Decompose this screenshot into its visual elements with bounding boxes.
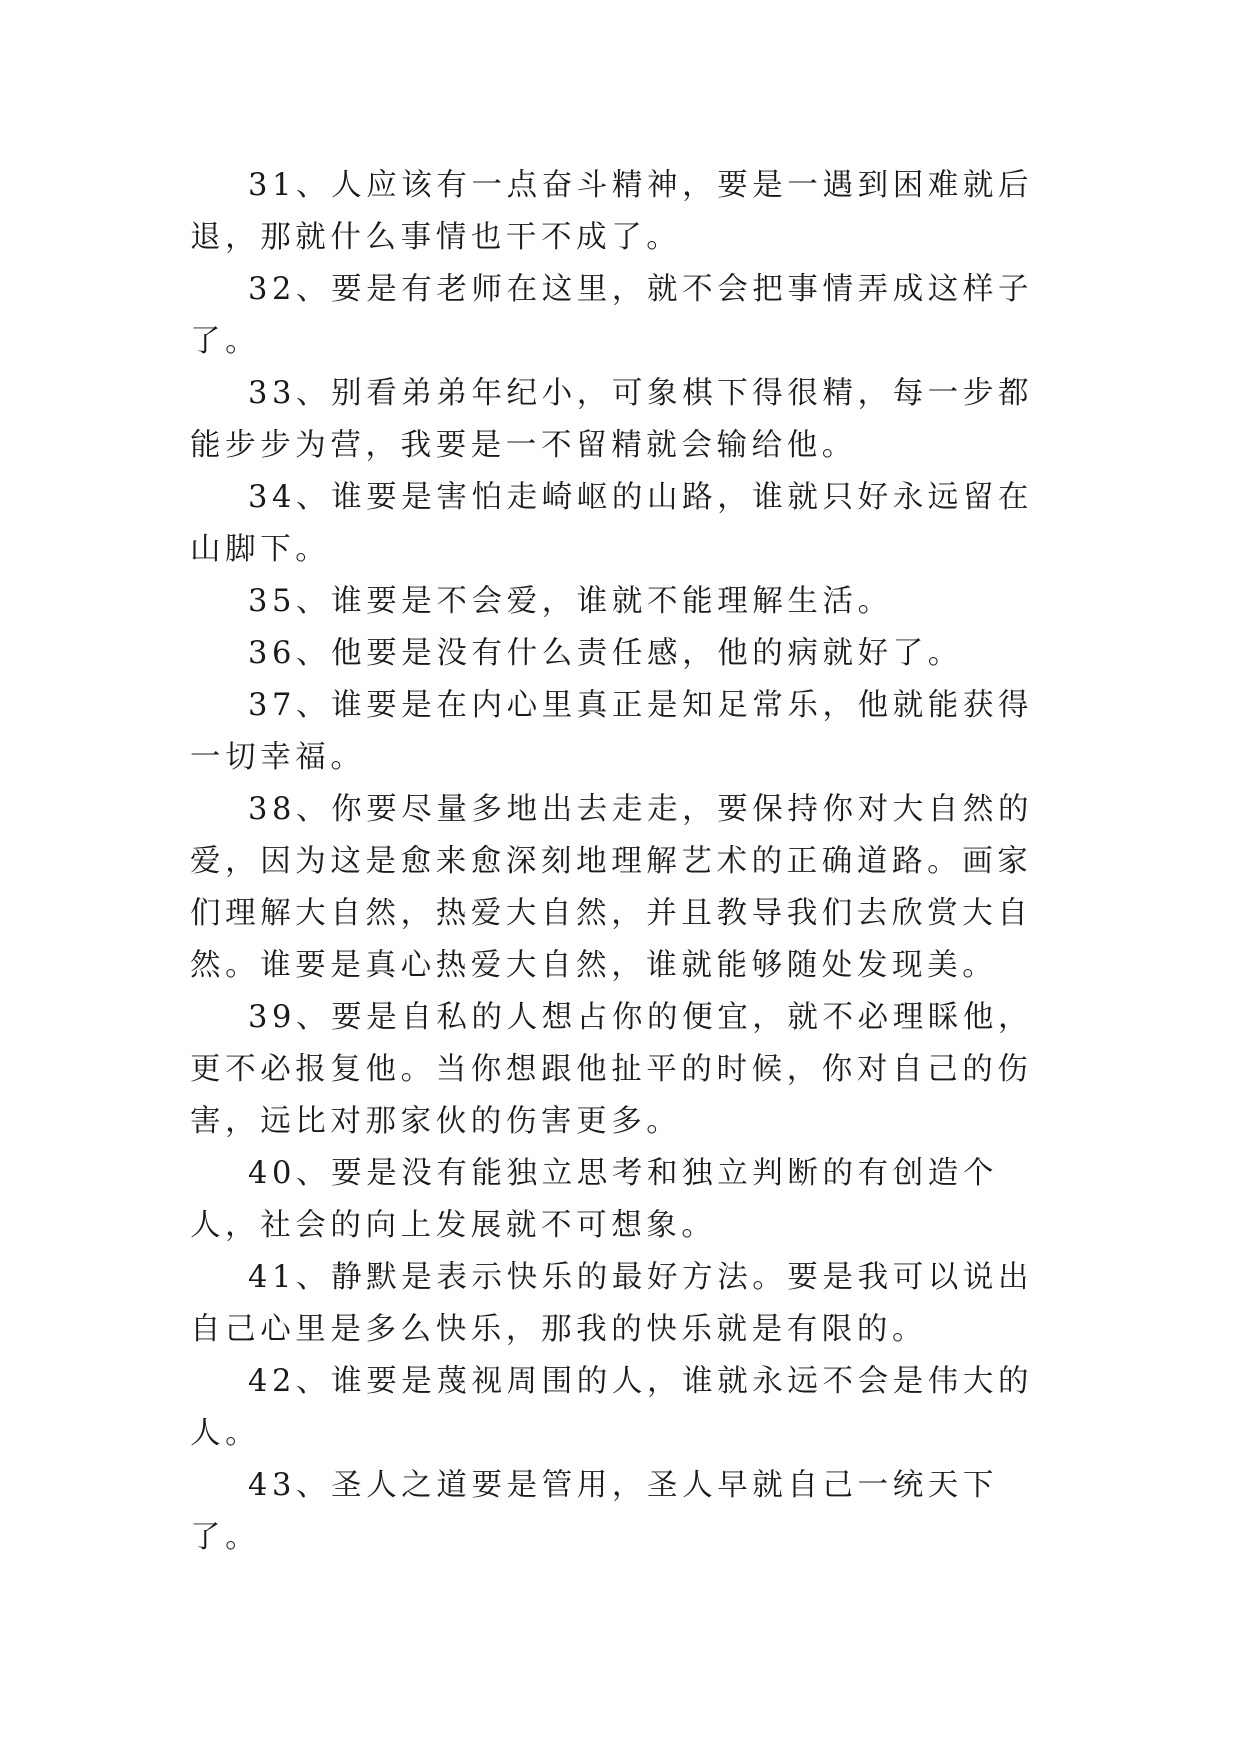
paragraph-33: 33、别看弟弟年纪小，可象棋下得很精，每一步都能步步为营，我要是一不留精就会输给他。: [190, 376, 1034, 463]
paragraph-42: 42、谁要是蔑视周围的人，谁就永远不会是伟大的人。: [190, 1364, 1034, 1451]
paragraph-38: 38、你要尽量多地出去走走，要保持你对大自然的爱，因为这是愈来愈深刻地理解艺术的正确道路。画家们理解大自然，热爱大自然，并且教导我们去欣赏大自然。谁要是真心热爱大自然，谁就能够随处发现美。: [190, 792, 1034, 983]
paragraph-31: 31、人应该有一点奋斗精神，要是一遇到困难就后退，那就什么事情也干不成了。: [190, 168, 1034, 255]
paragraph-34: 34、谁要是害怕走崎岖的山路，谁就只好永远留在山脚下。: [190, 480, 1034, 567]
paragraph-43: 43、圣人之道要是管用，圣人早就自己一统天下了。: [190, 1468, 999, 1555]
document-body: [190, 160, 1050, 1564]
paragraph-32: 32、要是有老师在这里，就不会把事情弄成这样子了。: [190, 272, 1034, 359]
paragraph-35: 35、谁要是不会爱，谁就不能理解生活。: [248, 584, 893, 619]
paragraph-37: 37、谁要是在内心里真正是知足常乐，他就能获得一切幸福。: [190, 688, 1034, 775]
paragraph-36: 36、他要是没有什么责任感，他的病就好了。: [248, 636, 963, 671]
paragraph-40: 40、要是没有能独立思考和独立判断的有创造个人，社会的向上发展就不可想象。: [190, 1156, 999, 1243]
paragraph-39: 39、要是自私的人想占你的便宜，就不必理睬他，更不必报复他。当你想跟他扯平的时候，你对自己的伤害，远比对那家伙的伤害更多。: [190, 1000, 1034, 1139]
paragraph-41: 41、静默是表示快乐的最好方法。要是我可以说出自己心里是多么快乐，那我的快乐就是有限的。: [190, 1260, 1034, 1347]
